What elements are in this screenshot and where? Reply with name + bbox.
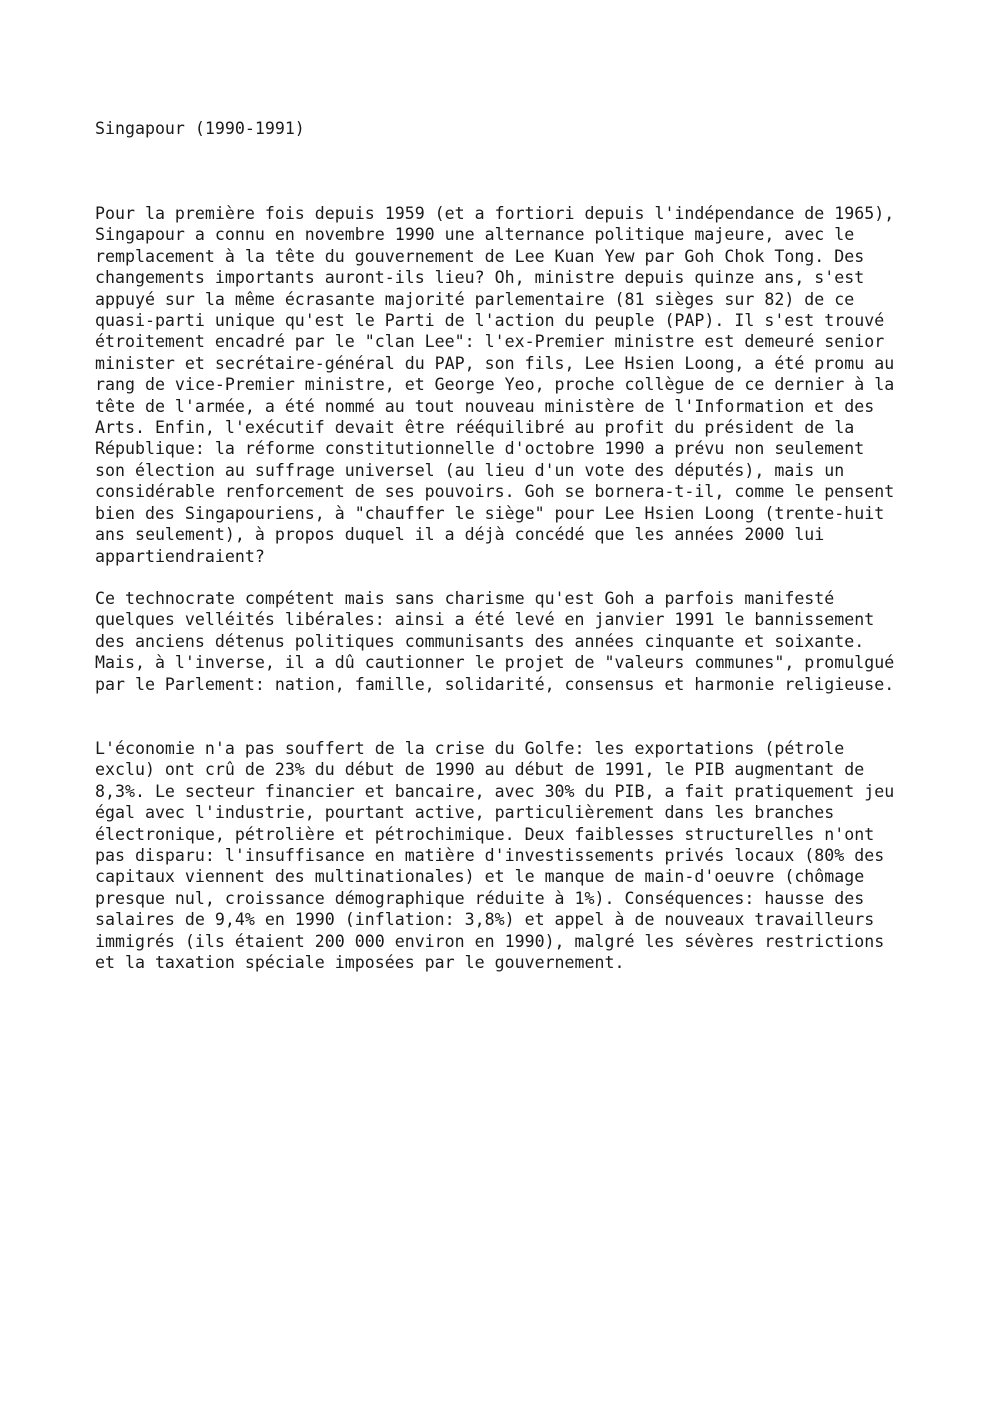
document-title: Singapour (1990-1991) <box>95 119 305 138</box>
paragraph-economy: L'économie n'a pas souffert de la crise du Golfe: les exportations (pétrole exclu) ont crû de 23% du début de 1990 au début de 1991, le PIB augmentant de 8,3%. Le secteur financier et bancaire, avec 30% du PIB, a fait pratiquement jeu égal avec l'industrie, pourtant active, particulièrement dans les branches électronique, pétrolière et pétrochimique. Deux faiblesses structurelles n'ont pas disparu: l'insuffisance en matière d'investissements privés locaux (80% des capitaux viennent des multinationales) et le manque de main-d'oeuvre (chômage presque nul, croissance démographique réduite à 1%). Conséquences: hausse des salaires de 9,4% en 1990 (inflation: 3,8%) et appel à de nouveaux travailleurs immigrés (ils étaient 200 000 environ en 1990), malgré les sévères restrictions et la taxation spéciale imposées par le gouvernement. <box>95 739 895 973</box>
paragraph-politics: Pour la première fois depuis 1959 (et a fortiori depuis l'indépendance de 1965), Singapour a connu en novembre 1990 une alternance politique majeure, avec le remplacement à la tête du gouvernement de Lee Kuan Yew par Goh Chok Tong. Des changements importants auront-ils lieu? Oh, ministre depuis quinze ans, s'est appuyé sur la même écrasante majorité parlementaire (81 sièges sur 82) de ce quasi-parti unique qu'est le Parti de l'action du peuple (PAP). Il s'est trouvé étroitement encadré par le "clan Lee": l'ex-Premier ministre est demeuré senior minister et secrétaire-général du PAP, son fils, Lee Hsien Loong, a été promu au rang de vice-Premier ministre, et George Yeo, proche collègue de ce dernier à la tête de l'armée, a été nommé au tout nouveau ministère de l'Information et des Arts. Enfin, l'exécutif devait être rééquilibré au profit du président de la République: la réforme constitutionnelle d'octobre 1990 a prévu non seulement son élection au suffrage universel (au lieu d'un vote des députés), mais un considérable renforcement de ses pouvoirs. Goh se bornera-t-il, comme le pensent bien des Singapouriens, à "chauffer le siège" pour Lee Hsien Loong (trente-huit ans seulement), à propos duquel il a déjà concédé que les années 2000 lui appartiendraient? <box>95 204 895 566</box>
paragraph-goh-liberalism: Ce technocrate compétent mais sans charisme qu'est Goh a parfois manifesté quelques velléités libérales: ainsi a été levé en janvier 1991 le bannissement des anciens détenus politiques communisants des années cinquante et soixante. Mais, à l'inverse, il a dû cautionner le projet de "valeurs communes", promulgué par le Parlement: nation, famille, solidarité, consensus et harmonie religieuse. <box>95 589 895 694</box>
